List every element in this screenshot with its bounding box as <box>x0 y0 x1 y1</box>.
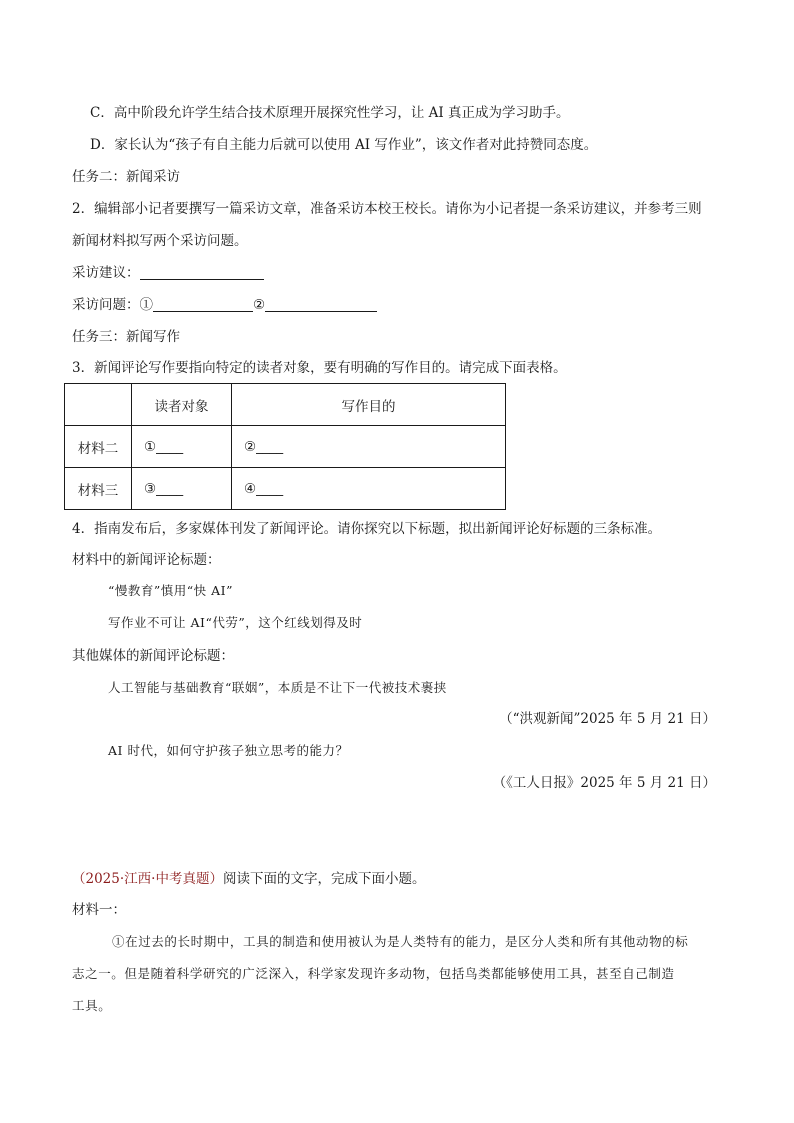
source-tag[interactable]: （2025·江西·中考真题） <box>72 871 223 887</box>
other-title-1-source: （“洪观新闻”2025 年 5 月 21 日） <box>499 711 716 727</box>
question-2-line2: 新闻材料拟写两个采访问题。 <box>72 233 248 249</box>
table-header-purpose: 写作目的 <box>232 384 506 426</box>
row-label: 材料二 <box>65 426 132 468</box>
table-header-row <box>65 384 506 426</box>
reader-purpose-table <box>64 383 506 510</box>
material-one-label: 材料一： <box>72 902 126 918</box>
task3-heading: 任务三：新闻写作 <box>72 329 180 345</box>
table-header-reader: 读者对象 <box>132 384 232 426</box>
other-title-1: 人工智能与基础教育“联姻”，本质是不让下一代被技术裹挟 <box>108 680 447 695</box>
purpose-cell[interactable]: ④____ <box>232 468 506 510</box>
suggestion-blank[interactable] <box>140 265 264 280</box>
reader-cell[interactable]: ③____ <box>132 468 232 510</box>
interview-questions <box>72 296 377 314</box>
option-d: D．家长认为“孩子有自主能力后就可以使用 AI 写作业”，该文作者对此持赞同态度。 <box>90 137 598 153</box>
table-row <box>65 426 506 468</box>
material-title-1: “慢教育”慎用“快 AI” <box>108 583 234 598</box>
table-header-corner <box>65 384 132 426</box>
question-blank-1[interactable] <box>153 297 253 312</box>
paragraph-line: 志之一。但是随着科学研究的广泛深入，科学家发现许多动物，包括鸟类都能够使用工具，甚至自己制造 <box>72 966 675 981</box>
material-titles-label: 材料中的新闻评论标题： <box>72 552 221 568</box>
suggestion-label: 采访建议： <box>72 265 140 281</box>
blank-marker-1: ① <box>139 297 153 313</box>
other-title-2: AI 时代，如何守护孩子独立思考的能力？ <box>108 743 349 758</box>
task2-heading: 任务二：新闻采访 <box>72 169 180 185</box>
paragraph-line: 工具。 <box>72 998 112 1013</box>
interview-suggestion <box>72 264 264 282</box>
reading-instruction: 阅读下面的文字，完成下面小题。 <box>222 871 426 887</box>
questions-label: 采访问题： <box>72 297 140 313</box>
question-3: 3．新闻评论写作要指向特定的读者对象，要有明确的写作目的。请完成下面表格。 <box>72 360 567 376</box>
material-title-2: 写作业不可让 AI“代劳”，这个红线划得及时 <box>108 615 363 630</box>
other-titles-label: 其他媒体的新闻评论标题： <box>72 648 234 664</box>
question-4: 4．指南发布后，多家媒体刊发了新闻评论。请你探究以下标题，拟出新闻评论好标题的三条标准。 <box>72 521 662 537</box>
question-blank-2[interactable] <box>265 297 377 312</box>
other-title-2-source: （《工人日报》2025 年 5 月 21 日） <box>492 775 716 791</box>
blank-marker-2: ② <box>253 297 266 313</box>
row-label: 材料三 <box>65 468 132 510</box>
option-c: C．高中阶段允许学生结合技术原理开展探究性学习，让 AI 真正成为学习助手。 <box>90 105 570 121</box>
purpose-cell[interactable]: ②____ <box>232 426 506 468</box>
next-question-intro <box>72 870 425 888</box>
paragraph-line: ①在过去的长时期中，工具的制造和使用被认为是人类特有的能力，是区分人类和所有其他动物的标 <box>112 934 689 949</box>
reader-cell[interactable]: ①____ <box>132 426 232 468</box>
material-one-paragraph <box>72 926 722 1022</box>
question-2-line1: 2．编辑部小记者要撰写一篇采访文章，准备采访本校王校长。请你为小记者提一条采访建议，并参考三则 <box>72 201 702 217</box>
table-row <box>65 468 506 510</box>
